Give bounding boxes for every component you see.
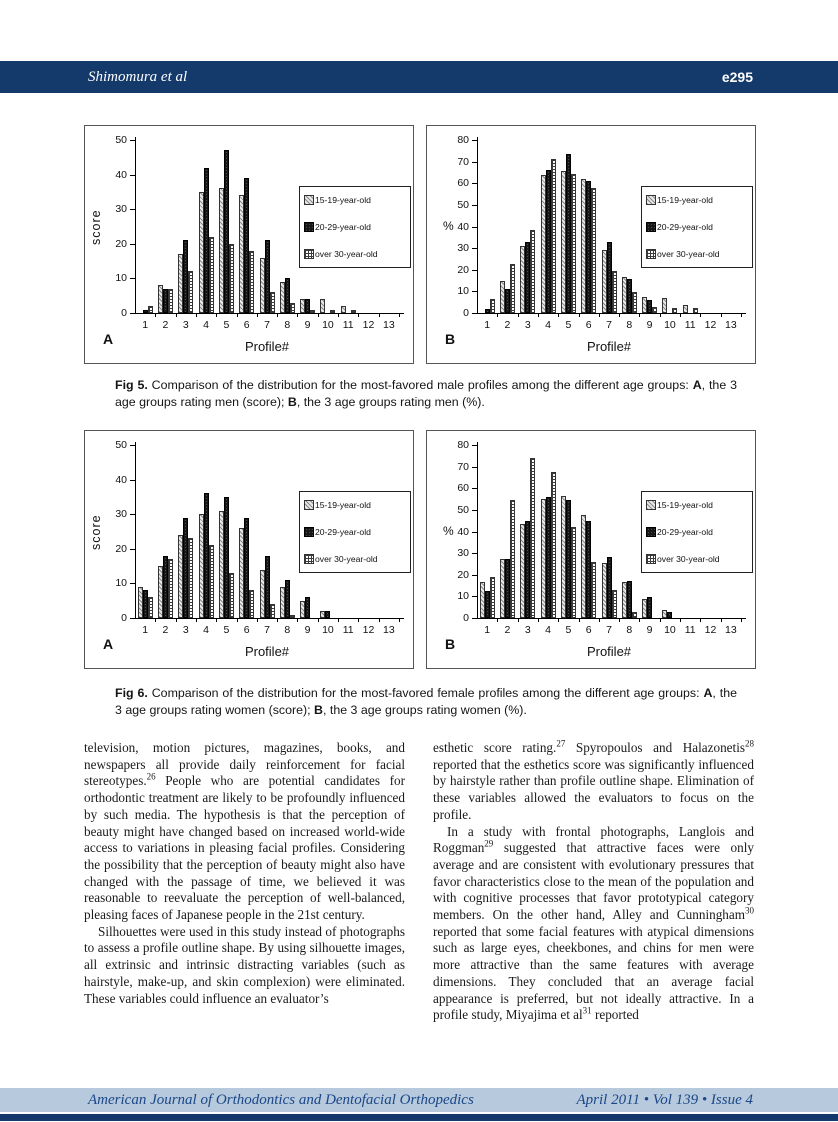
y-tick-label: 10 <box>115 577 127 590</box>
x-tick-label: 5 <box>565 624 572 636</box>
legend-label: 15-19-year-old <box>315 195 371 205</box>
x-tick-label: 11 <box>342 624 354 636</box>
legend-label: 15-19-year-old <box>657 195 713 205</box>
x-tick <box>176 313 177 317</box>
y-tick-label: 70 <box>457 460 469 473</box>
y-tick <box>472 227 477 228</box>
y-tick-label: 20 <box>115 542 127 555</box>
x-tick <box>619 618 620 622</box>
x-tick-label: 5 <box>565 319 572 331</box>
y-tick <box>130 445 135 446</box>
x-tick-label: 13 <box>724 319 737 331</box>
x-tick-label: 1 <box>484 319 491 331</box>
x-tick <box>660 313 661 317</box>
legend-entry <box>646 195 748 205</box>
y-tick-label: 30 <box>115 203 127 216</box>
bar-over-30-year-old-profile-8 <box>290 615 295 618</box>
body-column-left <box>84 740 405 1007</box>
page-header-bar <box>0 61 838 93</box>
legend-entry <box>646 249 748 259</box>
y-tick <box>472 510 477 511</box>
body-paragraph: esthetic score rating.$^{27}$ Spyropoulos and Halazonetis$^{28}$ reported that the esthetics score was significantly influenced by hairstyle rather than profile outline shape. Elimination of these variables allowed the evaluators to focus on the profile. <box>433 738 754 822</box>
y-tick-label: 30 <box>457 242 469 255</box>
y-tick <box>472 488 477 489</box>
bar-over-30-year-old-profile-4 <box>551 159 556 313</box>
y-tick-label: 0 <box>121 612 127 624</box>
fig5-caption: Fig 5. Comparison of the distribution for the most-favored male profiles among the different age groups: A, the 3 age groups rating men (score); B, the 3 age groups rating men (%). <box>115 378 737 409</box>
solid-black-legend-marker <box>304 222 314 232</box>
y-tick <box>130 209 135 210</box>
bar-over-30-year-old-profile-1 <box>148 306 153 313</box>
bar-over-30-year-old-profile-4 <box>209 237 214 313</box>
legend-box <box>641 186 753 268</box>
bar-15-19-year-old-profile-11 <box>341 306 346 313</box>
x-tick <box>721 313 722 317</box>
y-tick-label: 20 <box>457 263 469 276</box>
x-tick <box>237 313 238 317</box>
y-tick-label: 10 <box>457 285 469 298</box>
fig6-chart-panel-a <box>84 430 414 669</box>
x-tick-label: 12 <box>362 319 375 331</box>
diagonal-hatch-legend-marker <box>646 500 656 510</box>
y-tick <box>472 183 477 184</box>
x-tick-label: 3 <box>182 624 189 636</box>
legend-entry <box>646 222 748 232</box>
x-tick <box>155 618 156 622</box>
x-tick <box>176 618 177 622</box>
x-tick-label: 13 <box>724 624 737 636</box>
x-tick-label: 3 <box>524 319 531 331</box>
x-tick-label: 8 <box>284 624 291 636</box>
y-tick-label: 30 <box>457 547 469 560</box>
bottom-rule <box>0 1114 838 1121</box>
bar-over-30-year-old-profile-2 <box>510 264 515 313</box>
x-tick-label: 7 <box>264 319 270 331</box>
x-tick-label: 4 <box>203 319 209 331</box>
y-tick <box>472 532 477 533</box>
x-tick-label: 2 <box>504 624 511 636</box>
y-axis-line <box>135 442 136 618</box>
panel-letter-B: B <box>445 636 456 652</box>
y-tick <box>130 313 135 314</box>
y-tick-label: 10 <box>457 590 469 603</box>
x-tick <box>196 313 197 317</box>
legend-label: over 30-year-old <box>315 554 378 564</box>
y-tick <box>472 618 477 619</box>
body-paragraph: television, motion pictures, magazines, books, and newspapers all provide daily reinforcement for facial stereotypes.$^{26}$ People who are potential candidates for orthodontic treatment are likely to be profoundly influenced by such media. The hypothesis is that the perception of beauty might have changed based on increased world-wide access to variations in pleasing facial profiles. Considering the possibility that the perception of beauty might also have changed with the passage of time, we believed it was reasonable to reevaluate the perception of well-balanced, pleasing faces of Japanese people in the 21st century. <box>84 740 405 923</box>
bar-20-29-year-old-profile-9 <box>647 597 652 618</box>
x-tick <box>257 313 258 317</box>
figure-5-row <box>84 125 754 362</box>
bar-over-30-year-old-profile-9 <box>652 307 657 313</box>
x-tick-label: 1 <box>142 319 149 331</box>
x-tick-label: 4 <box>545 624 551 636</box>
x-tick <box>497 313 498 317</box>
bar-over-30-year-old-profile-2 <box>168 289 173 313</box>
legend-label: over 30-year-old <box>315 249 378 259</box>
grid-hatch-legend-marker <box>646 554 656 564</box>
bar-over-30-year-old-profile-8 <box>632 612 637 618</box>
fig5-chart-panel-b <box>426 125 756 364</box>
bar-over-30-year-old-profile-1 <box>148 597 153 618</box>
x-tick-label: 2 <box>162 319 169 331</box>
y-axis-line <box>477 442 478 618</box>
x-tick <box>297 618 298 622</box>
y-axis-title: % <box>443 523 454 538</box>
x-tick-label: 12 <box>704 624 717 636</box>
x-tick <box>338 618 339 622</box>
diagonal-hatch-legend-marker <box>646 195 656 205</box>
body-column-right <box>433 740 754 1024</box>
y-tick-label: 50 <box>115 134 127 146</box>
legend-entry <box>304 249 406 259</box>
x-tick-label: 6 <box>243 319 250 331</box>
x-tick <box>579 618 580 622</box>
issue-info: April 2011 • Vol 139 • Issue 4 <box>576 1092 753 1108</box>
y-tick-label: 40 <box>457 220 469 233</box>
y-tick-label: 70 <box>457 155 469 168</box>
bar-over-30-year-old-profile-7 <box>612 271 617 313</box>
x-tick-label: 1 <box>142 624 149 636</box>
bar-over-30-year-old-profile-2 <box>510 500 515 618</box>
bar-over-30-year-old-profile-5 <box>229 573 234 618</box>
y-tick <box>472 445 477 446</box>
legend-label: over 30-year-old <box>657 554 720 564</box>
y-tick-label: 50 <box>115 439 127 451</box>
fig6-chart-panel-b <box>426 430 756 669</box>
panel-letter-A: A <box>103 636 114 652</box>
x-tick <box>680 618 681 622</box>
y-tick <box>130 549 135 550</box>
bar-over-30-year-old-profile-6 <box>249 590 254 618</box>
x-tick-label: 1 <box>484 624 491 636</box>
y-tick <box>472 270 477 271</box>
y-axis-line <box>135 137 136 313</box>
x-tick <box>497 618 498 622</box>
x-tick <box>318 313 319 317</box>
y-tick-label: 40 <box>115 473 127 486</box>
x-tick-label: 5 <box>223 319 230 331</box>
grid-hatch-legend-marker <box>646 249 656 259</box>
y-tick-label: 20 <box>115 237 127 250</box>
bar-20-29-year-old-profile-8 <box>285 580 290 618</box>
y-tick <box>130 480 135 481</box>
panel-letter-A: A <box>103 331 114 347</box>
reference-superscript: 31 <box>582 1005 592 1016</box>
bar-over-30-year-old-profile-5 <box>229 244 234 313</box>
x-tick-label: 9 <box>304 319 311 331</box>
reference-superscript: 28 <box>745 738 754 749</box>
panel-letter-B: B <box>445 331 456 347</box>
x-tick-label: 10 <box>664 319 676 331</box>
bar-over-30-year-old-profile-4 <box>551 472 556 618</box>
x-tick-label: 4 <box>545 319 551 331</box>
legend-label: 15-19-year-old <box>315 500 371 510</box>
diagonal-hatch-legend-marker <box>304 195 314 205</box>
legend-box <box>299 186 411 268</box>
fig6-caption: Fig 6. Comparison of the distribution for the most-favored female profiles among the different age groups: A, the 3 age groups rating women (score); B, the 3 age groups rating women (%). <box>115 686 737 717</box>
x-tick <box>379 313 380 317</box>
x-tick <box>318 618 319 622</box>
x-tick <box>660 618 661 622</box>
x-tick-label: 12 <box>362 624 375 636</box>
x-tick-label: 6 <box>585 624 592 636</box>
y-tick-label: 50 <box>457 503 469 516</box>
x-tick-label: 13 <box>382 624 395 636</box>
x-axis-title: Profile# <box>586 644 632 659</box>
y-tick <box>472 575 477 576</box>
x-tick-label: 7 <box>606 319 612 331</box>
x-tick-label: 5 <box>223 624 230 636</box>
legend-entry <box>646 500 748 510</box>
y-tick-label: 80 <box>457 439 469 451</box>
x-tick <box>358 618 359 622</box>
x-tick <box>680 313 681 317</box>
x-tick <box>619 313 620 317</box>
y-tick <box>472 313 477 314</box>
y-tick-label: 80 <box>457 134 469 146</box>
legend-box <box>641 491 753 573</box>
bar-20-29-year-old-profile-9 <box>305 597 310 618</box>
x-tick <box>277 313 278 317</box>
x-tick <box>237 618 238 622</box>
x-tick-label: 2 <box>162 624 169 636</box>
running-head: Shimomura et al <box>88 69 188 85</box>
bar-over-30-year-old-profile-11 <box>351 310 356 313</box>
legend-entry <box>646 527 748 537</box>
y-axis-title: score <box>89 513 103 550</box>
page-footer-bar <box>0 1088 838 1112</box>
y-axis-line <box>477 137 478 313</box>
bar-15-19-year-old-profile-11 <box>683 305 688 313</box>
bar-over-30-year-old-profile-7 <box>270 604 275 618</box>
bar-15-19-year-old-profile-10 <box>662 298 667 313</box>
x-tick <box>579 313 580 317</box>
x-tick-label: 10 <box>322 319 334 331</box>
y-tick <box>472 205 477 206</box>
x-tick <box>538 313 539 317</box>
diagonal-hatch-legend-marker <box>304 500 314 510</box>
y-tick-label: 40 <box>457 525 469 538</box>
y-tick <box>130 514 135 515</box>
y-tick <box>130 175 135 176</box>
x-tick <box>216 618 217 622</box>
solid-black-legend-marker <box>304 527 314 537</box>
x-tick <box>538 618 539 622</box>
x-tick-label: 4 <box>203 624 209 636</box>
solid-black-legend-marker <box>646 527 656 537</box>
x-tick <box>599 313 600 317</box>
legend-entry <box>304 554 406 564</box>
x-tick-label: 8 <box>284 319 291 331</box>
bar-over-30-year-old-profile-4 <box>209 545 214 618</box>
bar-over-30-year-old-profile-2 <box>168 559 173 618</box>
x-tick <box>721 618 722 622</box>
x-axis-title: Profile# <box>244 644 290 659</box>
bar-20-29-year-old-profile-10 <box>667 612 672 618</box>
x-tick <box>379 618 380 622</box>
x-tick-label: 6 <box>585 319 592 331</box>
bar-over-30-year-old-profile-7 <box>612 590 617 618</box>
bar-over-30-year-old-profile-9 <box>310 310 315 313</box>
y-tick <box>472 596 477 597</box>
legend-entry <box>304 222 406 232</box>
bar-over-30-year-old-profile-5 <box>571 174 576 313</box>
x-tick-label: 9 <box>646 319 653 331</box>
y-tick-label: 30 <box>115 508 127 521</box>
y-tick-label: 0 <box>121 307 127 319</box>
x-tick-label: 7 <box>606 624 612 636</box>
y-tick <box>130 583 135 584</box>
x-tick <box>277 618 278 622</box>
y-tick-label: 60 <box>457 482 469 495</box>
y-axis-title: score <box>89 208 103 245</box>
legend-label: 20-29-year-old <box>315 527 371 537</box>
x-tick-label: 8 <box>626 624 633 636</box>
x-tick-label: 10 <box>322 624 334 636</box>
legend-label: 20-29-year-old <box>315 222 371 232</box>
bar-20-29-year-old-profile-10 <box>325 611 330 618</box>
y-tick-label: 10 <box>115 272 127 285</box>
x-tick <box>639 313 640 317</box>
legend-label: 20-29-year-old <box>657 527 713 537</box>
bar-over-30-year-old-profile-11 <box>693 308 698 313</box>
figure-6-row <box>84 430 754 667</box>
legend-label: 20-29-year-old <box>657 222 713 232</box>
legend-entry <box>304 500 406 510</box>
y-tick <box>130 618 135 619</box>
y-tick-label: 0 <box>463 307 469 319</box>
bar-over-30-year-old-profile-3 <box>188 271 193 313</box>
bar-over-30-year-old-profile-6 <box>591 188 596 313</box>
x-tick <box>741 618 742 622</box>
y-tick <box>472 467 477 468</box>
x-tick-label: 3 <box>182 319 189 331</box>
page-number: e295 <box>721 69 753 85</box>
y-tick <box>472 553 477 554</box>
legend-label: 15-19-year-old <box>657 500 713 510</box>
x-tick-label: 13 <box>382 319 395 331</box>
bar-over-30-year-old-profile-5 <box>571 527 576 618</box>
x-tick <box>741 313 742 317</box>
bar-over-30-year-old-profile-3 <box>530 458 535 618</box>
y-tick <box>130 244 135 245</box>
bar-over-30-year-old-profile-7 <box>270 292 275 313</box>
x-tick <box>399 618 400 622</box>
legend-entry <box>304 527 406 537</box>
x-tick-label: 11 <box>684 319 696 331</box>
bar-over-30-year-old-profile-8 <box>290 303 295 313</box>
grid-hatch-legend-marker <box>304 249 314 259</box>
reference-superscript: 27 <box>556 738 566 749</box>
bar-over-30-year-old-profile-3 <box>530 230 535 313</box>
legend-entry <box>646 554 748 564</box>
y-tick <box>130 278 135 279</box>
legend-box <box>299 491 411 573</box>
y-tick-label: 40 <box>115 168 127 181</box>
y-tick <box>472 291 477 292</box>
bar-over-30-year-old-profile-6 <box>249 251 254 313</box>
y-axis-title: % <box>443 218 454 233</box>
y-tick <box>472 162 477 163</box>
fig5-chart-panel-a <box>84 125 414 364</box>
x-tick <box>639 618 640 622</box>
x-tick <box>558 618 559 622</box>
y-tick <box>472 140 477 141</box>
x-tick-label: 10 <box>664 624 676 636</box>
reference-superscript: 29 <box>484 838 494 849</box>
journal-title: American Journal of Orthodontics and Dentofacial Orthopedics <box>88 1092 474 1108</box>
x-tick <box>216 313 217 317</box>
y-tick-label: 20 <box>457 568 469 581</box>
x-tick-label: 9 <box>304 624 311 636</box>
x-tick-label: 2 <box>504 319 511 331</box>
x-tick <box>518 618 519 622</box>
body-paragraph: Silhouettes were used in this study instead of photographs to assess a profile outline shape. By using silhouette images, all extrinsic and intrinsic distracting variables (such as hairstyle, make-up, and skin complexion) were eliminated. These variables could influence an evaluator’s <box>84 923 405 1006</box>
x-tick-label: 8 <box>626 319 633 331</box>
x-tick <box>155 313 156 317</box>
bar-over-30-year-old-profile-10 <box>672 308 677 313</box>
x-tick-label: 6 <box>243 624 250 636</box>
y-tick <box>472 248 477 249</box>
bar-over-30-year-old-profile-10 <box>330 310 335 313</box>
x-tick-label: 9 <box>646 624 653 636</box>
x-tick <box>399 313 400 317</box>
reference-superscript: 26 <box>146 772 156 783</box>
x-tick <box>257 618 258 622</box>
x-tick <box>518 313 519 317</box>
x-tick-label: 11 <box>342 319 354 331</box>
legend-entry <box>304 195 406 205</box>
x-axis-title: Profile# <box>244 339 290 354</box>
x-tick <box>297 313 298 317</box>
solid-black-legend-marker <box>646 222 656 232</box>
x-tick <box>700 313 701 317</box>
x-tick <box>700 618 701 622</box>
bar-over-30-year-old-profile-1 <box>490 299 495 313</box>
x-tick <box>558 313 559 317</box>
x-tick <box>338 313 339 317</box>
y-tick-label: 50 <box>457 198 469 211</box>
x-tick-label: 12 <box>704 319 717 331</box>
bar-over-30-year-old-profile-6 <box>591 562 596 618</box>
y-tick-label: 60 <box>457 177 469 190</box>
bar-over-30-year-old-profile-1 <box>490 577 495 618</box>
legend-label: over 30-year-old <box>657 249 720 259</box>
x-axis-title: Profile# <box>586 339 632 354</box>
y-tick-label: 0 <box>463 612 469 624</box>
bar-over-30-year-old-profile-8 <box>632 292 637 313</box>
bar-over-30-year-old-profile-3 <box>188 538 193 618</box>
reference-superscript: 30 <box>745 905 754 916</box>
x-tick-label: 11 <box>684 624 696 636</box>
x-tick <box>196 618 197 622</box>
y-tick <box>130 140 135 141</box>
grid-hatch-legend-marker <box>304 554 314 564</box>
x-tick-label: 7 <box>264 624 270 636</box>
bar-15-19-year-old-profile-10 <box>320 299 325 313</box>
x-tick <box>599 618 600 622</box>
x-tick-label: 3 <box>524 624 531 636</box>
body-paragraph: In a study with frontal photographs, Langlois and Roggman$^{29}$ suggested that attractive faces were only average and are consistent with evolutionary pressures that favor characteristics close to the mean of the population and with cognitive processes that favor prototypical category members. On the other hand, Alley and Cunningham$^{30}$ reported that some facial features with atypical dimensions such as large eyes, cheekbones, and chins for men were more attractive than the same features with average dimensions. They concluded that an average facial appearance is preferred, but not ideally attractive. In a profile study, Miyajima et $al^{31}$ reported <box>433 823 754 1023</box>
x-tick <box>358 313 359 317</box>
